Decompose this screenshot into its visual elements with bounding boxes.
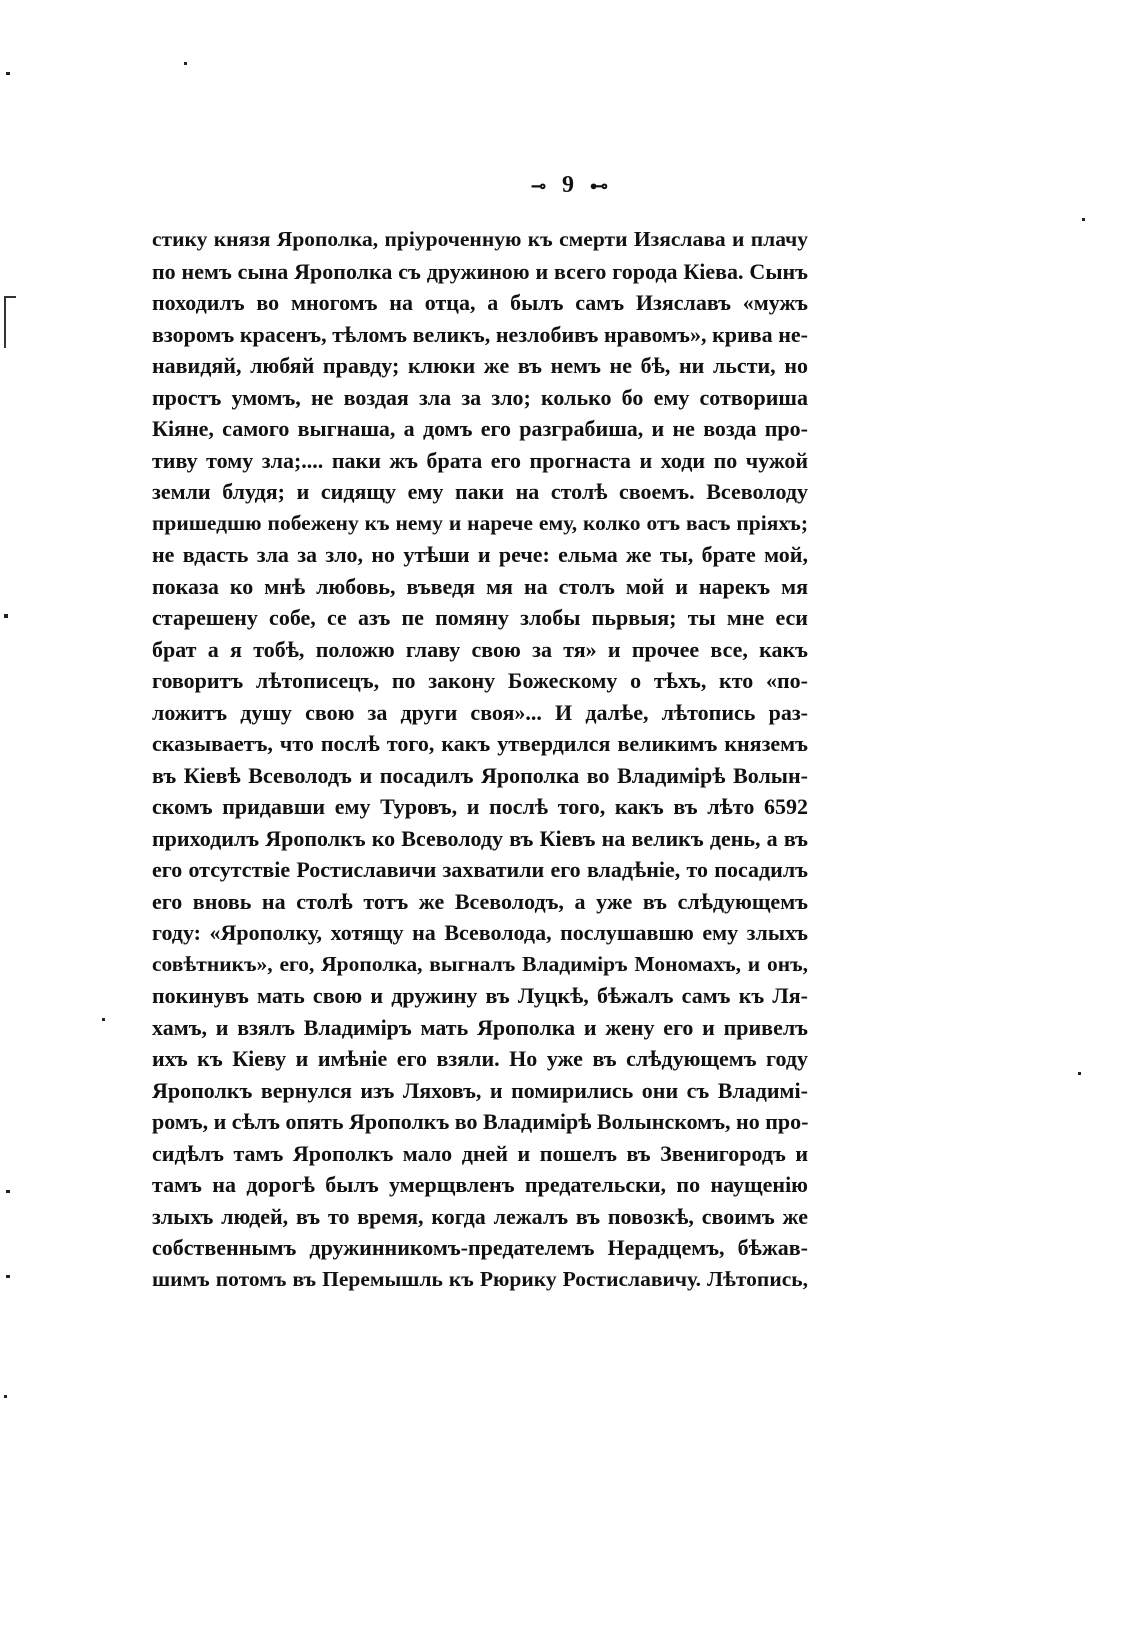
text-line: сказываетъ, что послѣ того, какъ утвердился великимъ княземъ xyxy=(152,731,808,756)
text-line: не вдасть зла за зло, но утѣши и рече: ельма же ты, брате мой, xyxy=(152,542,808,567)
page-number: 9 xyxy=(562,172,576,198)
text-line: показа ко мнѣ любовь, въведя мя на столъ мой и нарекъ мя xyxy=(152,573,808,599)
text-line: стику князя Ярополка, пріуроченную къ смерти Изяслава и плачу xyxy=(152,227,808,251)
scan-dot-mark xyxy=(4,614,8,618)
text-line: скомъ придавши ему Туровъ, и послѣ того, какъ въ лѣто 6592 xyxy=(152,794,808,819)
text-line: земли блудя; и сидящу ему паки на столѣ своемъ. Всеволоду xyxy=(152,479,808,504)
text-line: сидѣлъ тамъ Ярополкъ мало дней и пошелъ въ Звенигородъ и xyxy=(152,1140,808,1166)
text-line: злыхъ людей, въ то время, когда лежалъ въ повозкѣ, своимъ же xyxy=(152,1203,808,1229)
text-line: хамъ, и взялъ Владиміръ мать Ярополка и жену его и привелъ xyxy=(152,1014,808,1040)
scan-dot-mark xyxy=(6,72,10,75)
text-line: пришедшю побежену къ нему и нарече ему, колко отъ васъ пріяхъ; xyxy=(152,510,808,535)
text-line: шимъ потомъ въ Перемышль къ Рюрику Ростиславичу. Лѣтопись, xyxy=(152,1266,808,1291)
text-line: ложитъ душу свою за други своя»... И далѣе, лѣтопись раз- xyxy=(152,699,808,725)
text-line: походилъ во многомъ на отца, а былъ самъ Изяславъ «мужъ xyxy=(152,290,808,315)
scan-dot-mark xyxy=(6,1275,10,1278)
text-line: ромъ, и сѣлъ опять Ярополкъ во Владимірѣ Волынскомъ, но про- xyxy=(152,1109,809,1134)
text-line: собственнымъ дружинникомъ-предателемъ Нерадцемъ, бѣжав- xyxy=(152,1235,808,1260)
text-line: покинувъ мать свою и дружину въ Луцкѣ, бѣжалъ самъ къ Ля- xyxy=(152,983,808,1008)
text-line: по немъ сына Ярополка съ дружиною и всего города Кіева. Сынъ xyxy=(152,258,808,284)
ornament-left-icon: ⊸ xyxy=(530,175,548,196)
scan-dot-mark xyxy=(102,1018,105,1021)
text-line: ихъ къ Кіеву и имѣніе его взяли. Но уже въ слѣдующемъ году xyxy=(152,1046,808,1071)
text-line: Кіяне, самого выгнаша, а домъ его разграбиша, и не возда про- xyxy=(152,416,808,441)
scan-dot-mark xyxy=(6,1190,10,1193)
text-line: тиву тому зла;.... паки жъ брата его прогнаста и ходи по чужой xyxy=(152,447,808,473)
text-line: году: «Ярополку, хотящу на Всеволода, послушавшю ему злыхъ xyxy=(152,920,808,945)
text-line: простъ умомъ, не воздая зла за зло; колько бо ему сотвориша xyxy=(152,384,808,410)
text-line: брат а я тобѣ, положю главу свою за тя» и прочее все, какъ xyxy=(152,636,808,662)
text-line: старешену собе, се азъ пе помяну злобы пьрвыя; ты мне еси xyxy=(152,605,808,630)
text-line: навидяй, любяй правду; клюки же въ немъ не бѣ, ни льсти, но xyxy=(152,353,808,378)
text-line: приходилъ Ярополкъ ко Всеволоду въ Кіевъ на великъ день, а въ xyxy=(152,825,808,851)
text-line: тамъ на дорогѣ былъ умерщвленъ предательски, по наущенію xyxy=(152,1172,808,1197)
scan-bracket-mark xyxy=(4,296,16,348)
text-line: Ярополкъ вернулся изъ Ляховъ, и помирились они съ Владимі- xyxy=(152,1077,808,1103)
text-line: совѣтникъ», его, Ярополка, выгналъ Владиміръ Мономахъ, и онъ, xyxy=(152,951,808,976)
scan-dot-mark xyxy=(184,62,187,65)
scan-dot-mark xyxy=(4,1395,7,1398)
ornament-right-icon: ⊷ xyxy=(590,175,610,196)
body-text xyxy=(152,224,808,1295)
text-line: въ Кіевѣ Всеволодъ и посадилъ Ярополка во Владимірѣ Волын- xyxy=(152,762,808,788)
page-header xyxy=(0,172,1140,199)
scan-dot-mark xyxy=(1078,1072,1081,1075)
scan-dot-mark xyxy=(1082,218,1085,221)
text-line: его отсутствіе Ростиславичи захватили его владѣніе, то посадилъ xyxy=(152,857,808,882)
text-line: говоритъ лѣтописецъ, по закону Божескому о тѣхъ, кто «по- xyxy=(152,668,808,693)
text-line: взоромъ красенъ, тѣломъ великъ, незлобивъ нравомъ», крива не- xyxy=(152,321,808,347)
text-line: его вновь на столѣ тотъ же Всеволодъ, а уже въ слѣдующемъ xyxy=(152,888,808,914)
